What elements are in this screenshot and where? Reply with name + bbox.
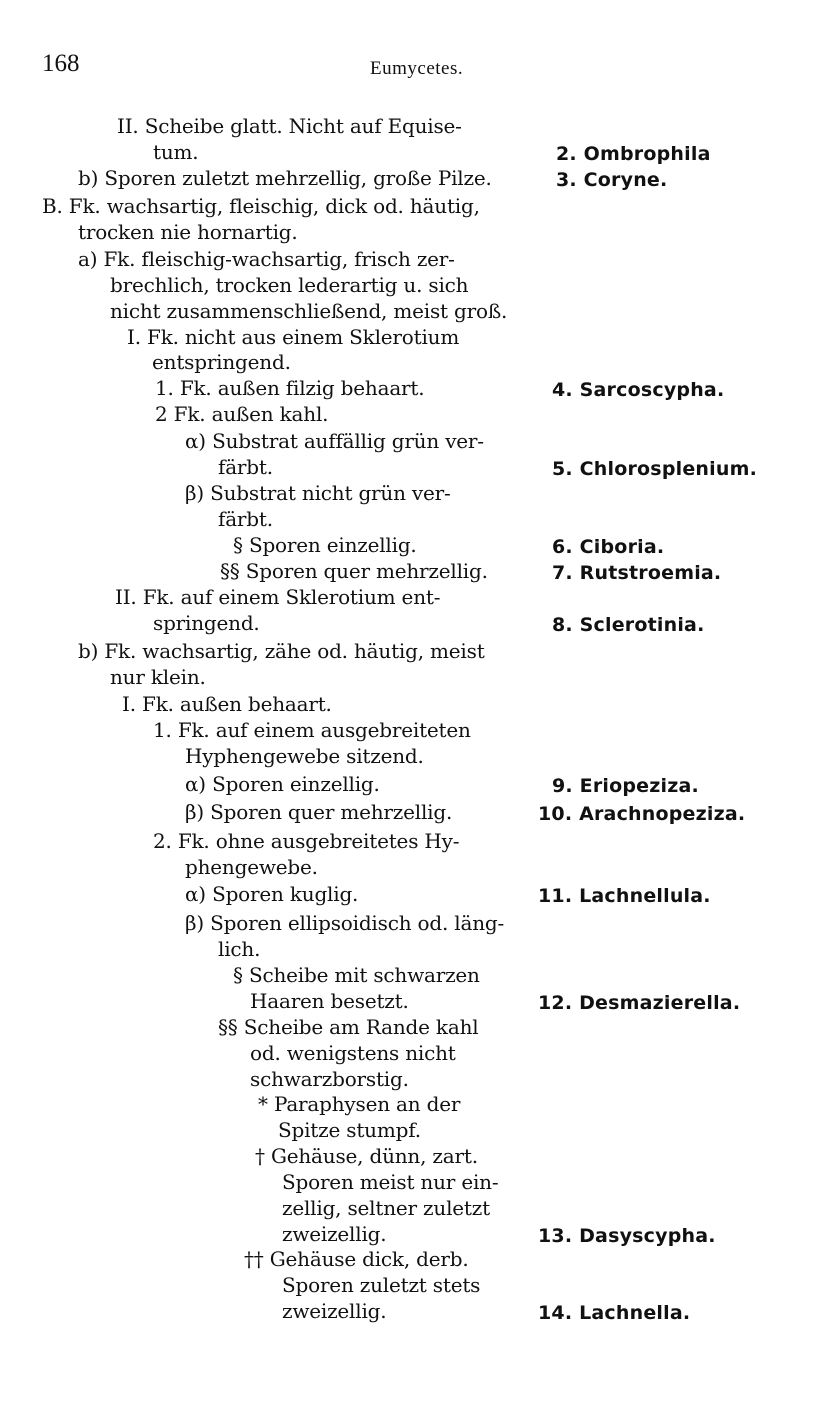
key-line: Spitze stumpf. (278, 1118, 421, 1142)
key-line: nicht zusammenschließend, meist groß. (110, 299, 508, 323)
key-line: phengewebe. (185, 855, 318, 879)
key-line: brechlich, trocken lederartig u. sich (110, 273, 469, 297)
key-line: Sporen meist nur ein- (282, 1170, 499, 1194)
key-line: Haaren besetzt. (250, 989, 409, 1013)
genus-name: 14. Lachnella. (538, 1302, 691, 1324)
key-line: nur klein. (110, 665, 206, 689)
key-line: I. Fk. außen behaart. (122, 692, 332, 716)
key-line: B. Fk. wachsartig, fleischig, dick od. häutig, (42, 194, 480, 218)
key-line: Hyphengewebe sitzend. (185, 744, 424, 768)
genus-name: 4. Sarcoscypha. (552, 379, 725, 401)
key-line: I. Fk. nicht aus einem Sklerotium (127, 325, 460, 349)
genus-name: 6. Ciboria. (552, 536, 665, 558)
key-line: α) Sporen kuglig. (185, 882, 359, 906)
key-line: zweizellig. (282, 1299, 387, 1323)
key-line: b) Fk. wachsartig, zähe od. häutig, meist (78, 639, 485, 663)
key-line: b) Sporen zuletzt mehrzellig, große Pilze. (78, 166, 492, 190)
key-line: färbt. (218, 455, 273, 479)
key-line: a) Fk. fleischig-wachsartig, frisch zer- (78, 247, 455, 271)
key-line: II. Scheibe glatt. Nicht auf Equise- (117, 114, 462, 138)
key-line: 2. Fk. ohne ausgebreitetes Hy- (153, 829, 460, 853)
key-line: od. wenigstens nicht (250, 1041, 456, 1065)
key-line: II. Fk. auf einem Sklerotium ent- (115, 585, 441, 609)
key-line: β) Sporen ellipsoidisch od. läng- (185, 911, 505, 935)
key-line: † Gehäuse, dünn, zart. (255, 1144, 478, 1168)
genus-name: 7. Rutstroemia. (552, 562, 722, 584)
key-line: zweizellig. (282, 1222, 387, 1246)
key-line: lich. (218, 937, 261, 961)
key-line: zellig, seltner zuletzt (282, 1196, 490, 1220)
key-line: β) Sporen quer mehrzellig. (185, 800, 453, 824)
key-line: §§ Sporen quer mehrzellig. (220, 559, 488, 583)
key-line: 1. Fk. außen filzig behaart. (155, 376, 425, 400)
key-line: tum. (153, 140, 199, 164)
key-line: entspringend. (152, 350, 291, 374)
key-line: α) Substrat auffällig grün ver- (185, 429, 484, 453)
key-line: α) Sporen einzellig. (185, 772, 380, 796)
genus-name: 12. Desmazierella. (538, 992, 741, 1014)
key-line: § Sporen einzellig. (233, 533, 417, 557)
genus-name: 2. Ombrophila (556, 143, 711, 165)
key-line: β) Substrat nicht grün ver- (185, 481, 451, 505)
key-line: § Scheibe mit schwarzen (233, 963, 480, 987)
key-line: springend. (153, 611, 260, 635)
genus-name: 9. Eriopeziza. (552, 775, 699, 797)
key-line: Sporen zuletzt stets (282, 1273, 481, 1297)
key-line: 1. Fk. auf einem ausgebreiteten (153, 718, 471, 742)
key-line: †† Gehäuse dick, derb. (244, 1247, 469, 1271)
genus-name: 13. Dasyscypha. (538, 1225, 716, 1247)
genus-name: 8. Sclerotinia. (552, 614, 705, 636)
genus-name: 10. Arachnopeziza. (538, 803, 746, 825)
genus-name: 5. Chlorosplenium. (552, 458, 758, 480)
page-number: 168 (42, 50, 80, 77)
key-line: * Paraphysen an der (258, 1092, 461, 1116)
key-line: färbt. (218, 507, 273, 531)
running-title: Eumycetes. (370, 58, 464, 79)
key-line: §§ Scheibe am Rande kahl (218, 1015, 479, 1039)
genus-name: 11. Lachnellula. (538, 885, 711, 907)
key-line: 2 Fk. außen kahl. (155, 402, 329, 426)
key-line: trocken nie hornartig. (78, 220, 298, 244)
genus-name: 3. Coryne. (556, 169, 668, 191)
key-line: schwarzborstig. (250, 1067, 409, 1091)
